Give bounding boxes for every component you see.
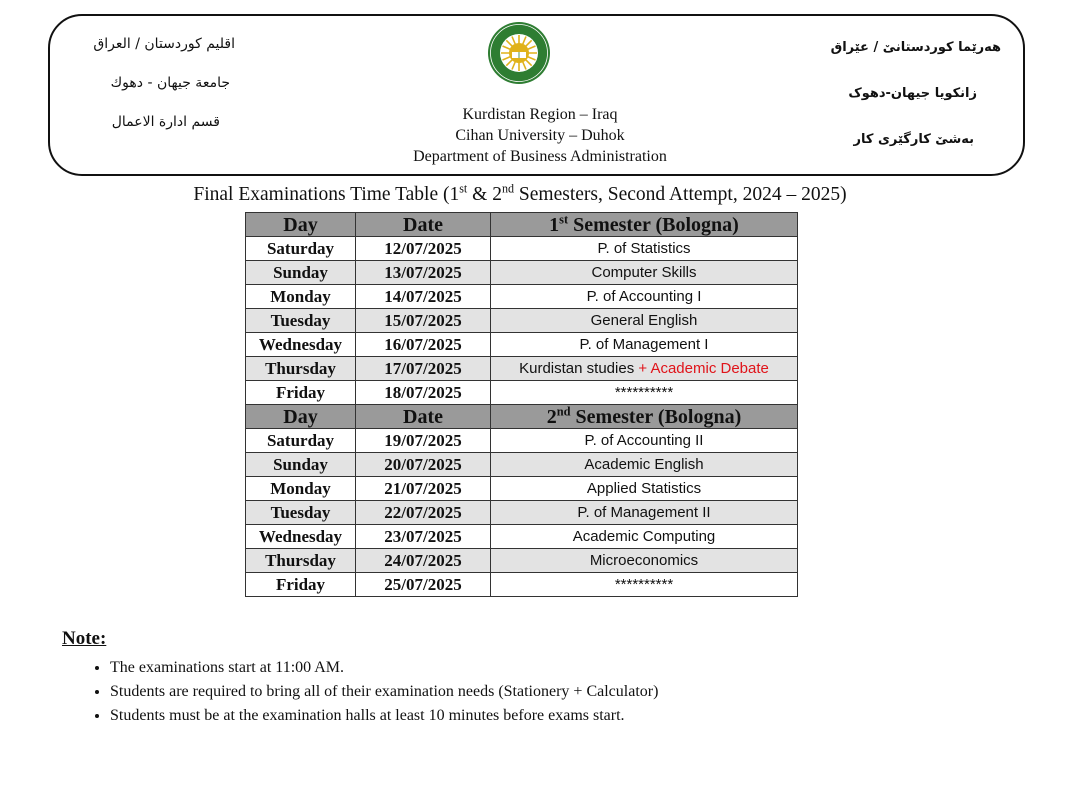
subject-cell: Academic English <box>491 453 798 477</box>
table-row <box>246 501 798 525</box>
day-cell: Tuesday <box>246 501 356 525</box>
day-column-header: Day <box>246 213 356 237</box>
date-cell: 16/07/2025 <box>356 333 491 357</box>
subject-cell: P. of Management II <box>491 501 798 525</box>
subject-cell: P. of Accounting I <box>491 285 798 309</box>
english-region-line: Kurdistan Region – Iraq <box>462 106 618 123</box>
table-row <box>246 525 798 549</box>
day-cell: Monday <box>246 285 356 309</box>
note-item: • The examinations start at 11:00 AM. <box>110 656 658 680</box>
note-item: • Students are required to bring all of their examination needs (Stationery + Calculator) <box>110 680 658 704</box>
subject-cell: Kurdistan studies + Academic Debate <box>491 357 798 381</box>
day-cell: Tuesday <box>246 309 356 333</box>
page-title: Final Examinations Time Table (1st & 2nd Semesters, Second Attempt, 2024 – 2025) <box>193 181 847 205</box>
date-cell: 21/07/2025 <box>356 477 491 501</box>
date-cell: 18/07/2025 <box>356 381 491 405</box>
table-row <box>246 357 798 381</box>
table-row <box>246 237 798 261</box>
semester-column-header: 2nd Semester (Bologna) <box>491 405 798 429</box>
exam-timetable <box>245 212 798 597</box>
subject-cell: P. of Accounting II <box>491 429 798 453</box>
date-cell: 19/07/2025 <box>356 429 491 453</box>
subject-cell: ********** <box>491 381 798 405</box>
day-cell: Wednesday <box>246 525 356 549</box>
table-row <box>246 285 798 309</box>
arabic-university-line: جامعة جيهان - دهوك <box>110 75 230 91</box>
subject-cell: ********** <box>491 573 798 597</box>
table-row <box>246 429 798 453</box>
sem1-header-row <box>246 213 798 237</box>
english-department-line: Department of Business Administration <box>413 148 667 165</box>
note-item: • Students must be at the examination halls at least 10 minutes before exams start. <box>110 704 658 728</box>
subject-cell: P. of Statistics <box>491 237 798 261</box>
date-cell: 14/07/2025 <box>356 285 491 309</box>
day-cell: Wednesday <box>246 333 356 357</box>
date-cell: 12/07/2025 <box>356 237 491 261</box>
table-row <box>246 549 798 573</box>
day-cell: Saturday <box>246 429 356 453</box>
day-column-header: Day <box>246 405 356 429</box>
date-cell: 25/07/2025 <box>356 573 491 597</box>
table-row <box>246 477 798 501</box>
date-column-header: Date <box>356 405 491 429</box>
subject-cell: Microeconomics <box>491 549 798 573</box>
subject-cell: Academic Computing <box>491 525 798 549</box>
day-cell: Thursday <box>246 357 356 381</box>
table-row <box>246 573 798 597</box>
arabic-region-line: اقليم كوردستان / العراق <box>93 36 235 52</box>
notes-list <box>88 656 658 728</box>
kurdish-department-line: بەشێ کارگێری کار <box>853 132 974 147</box>
date-cell: 13/07/2025 <box>356 261 491 285</box>
date-cell: 17/07/2025 <box>356 357 491 381</box>
subject-cell: Computer Skills <box>491 261 798 285</box>
day-cell: Sunday <box>246 453 356 477</box>
date-column-header: Date <box>356 213 491 237</box>
day-cell: Thursday <box>246 549 356 573</box>
date-cell: 24/07/2025 <box>356 549 491 573</box>
kurdish-region-line: هەرێما کوردستانێ / عێراق <box>830 40 1001 55</box>
table-row <box>246 381 798 405</box>
date-cell: 23/07/2025 <box>356 525 491 549</box>
day-cell: Saturday <box>246 237 356 261</box>
date-cell: 20/07/2025 <box>356 453 491 477</box>
highlight-text: + Academic Debate <box>638 359 769 377</box>
day-cell: Friday <box>246 573 356 597</box>
date-cell: 15/07/2025 <box>356 309 491 333</box>
english-university-line: Cihan University – Duhok <box>455 127 625 144</box>
sem2-header-row <box>246 405 798 429</box>
table-row <box>246 333 798 357</box>
note-heading: Note: <box>62 628 107 649</box>
kurdish-university-line: زانکویا جیهان-دهوک <box>848 86 977 101</box>
subject-cell: P. of Management I <box>491 333 798 357</box>
semester-column-header: 1st Semester (Bologna) <box>491 213 798 237</box>
day-cell: Friday <box>246 381 356 405</box>
university-logo-icon <box>487 21 551 85</box>
day-cell: Sunday <box>246 261 356 285</box>
subject-cell: Applied Statistics <box>491 477 798 501</box>
arabic-department-line: قسم ادارة الاعمال <box>111 114 220 130</box>
subject-cell: General English <box>491 309 798 333</box>
date-cell: 22/07/2025 <box>356 501 491 525</box>
table-row <box>246 261 798 285</box>
table-row <box>246 309 798 333</box>
day-cell: Monday <box>246 477 356 501</box>
table-row <box>246 453 798 477</box>
